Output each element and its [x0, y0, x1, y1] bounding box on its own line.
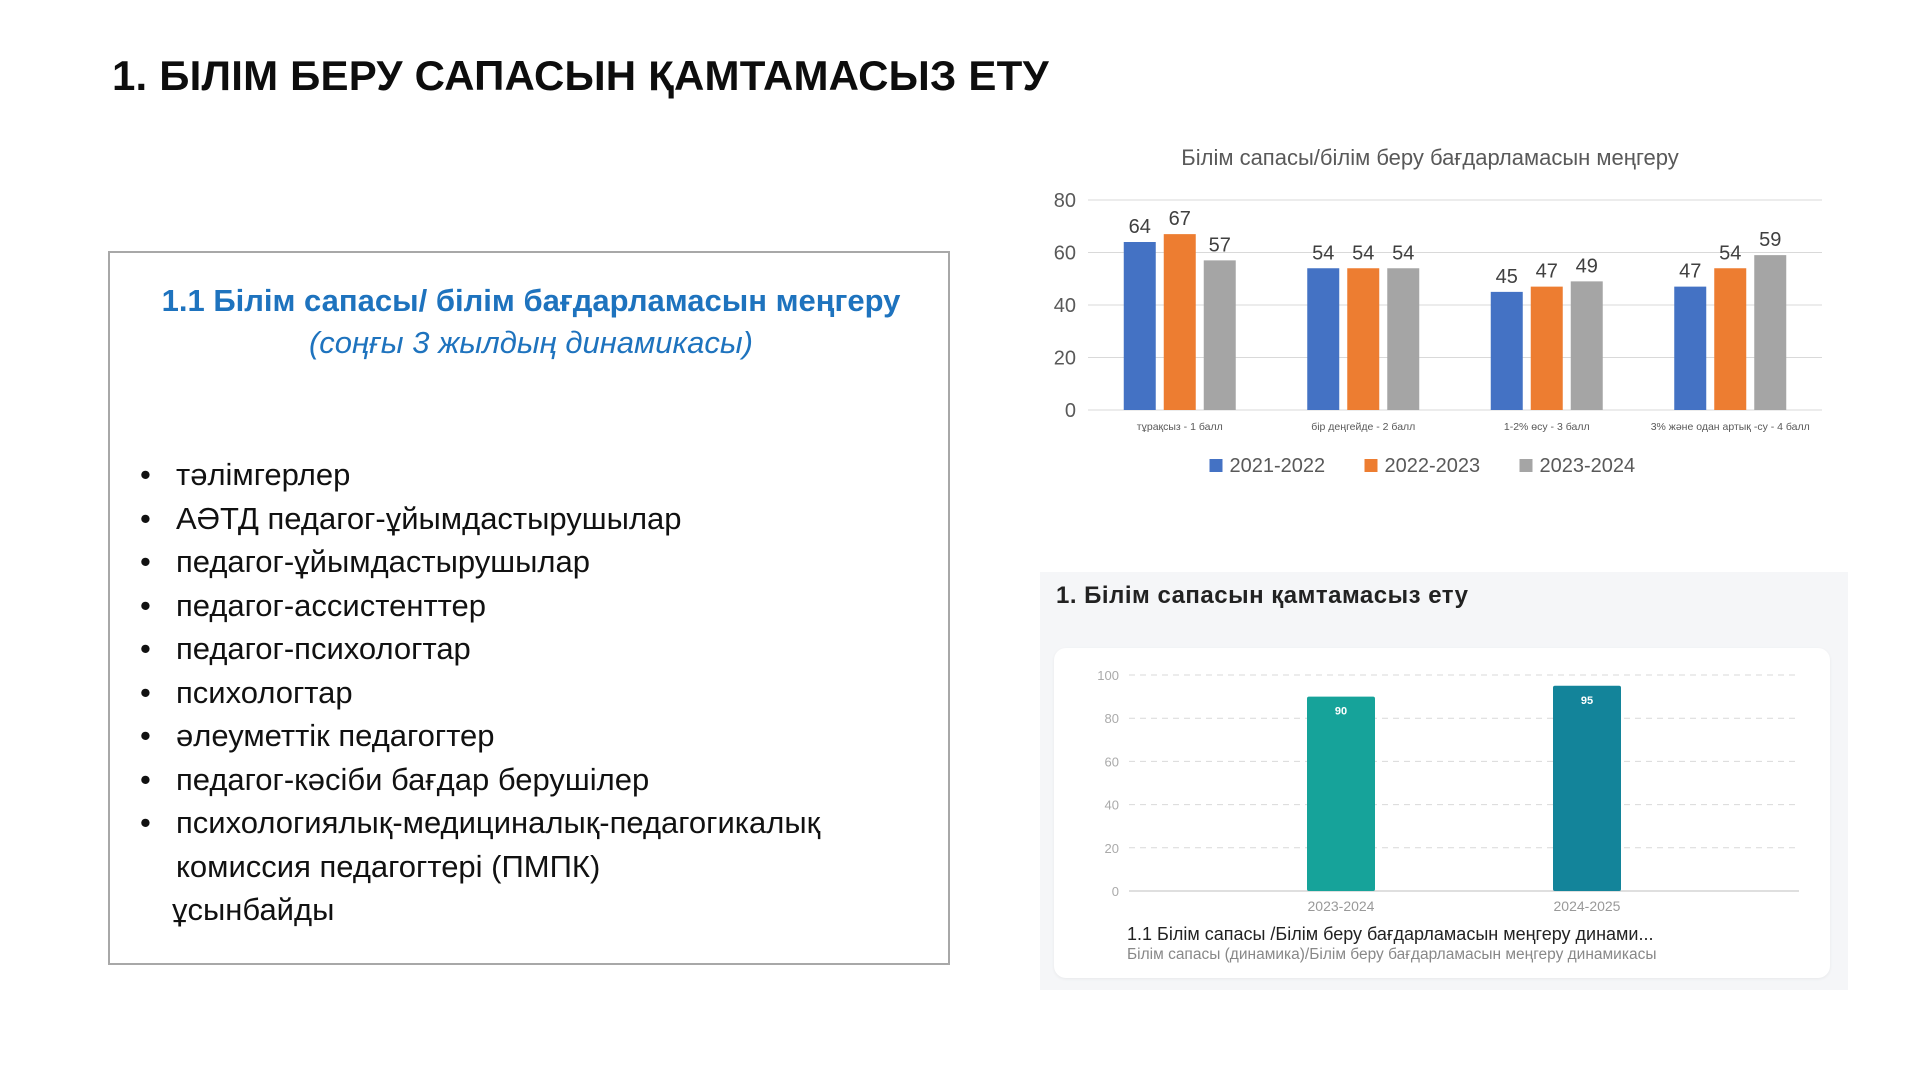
page-title: 1. БІЛІМ БЕРУ САПАСЫН ҚАМТАМАСЫЗ ЕТУ [112, 52, 1049, 99]
list-item [140, 627, 820, 671]
data-label: 67 [1168, 208, 1191, 231]
box-heading-title: 1.1 Білім сапасы/ білім бағдарламасын меңгеру [161, 283, 901, 318]
data-label: 47 [1535, 260, 1558, 283]
chart-title: Білім сапасы/білім беру бағдарламасын меңгеру [1181, 145, 1679, 170]
legend-swatch [1210, 459, 1223, 472]
list-item-label-line-1: психологиялық-медициналық-педагогикалық [176, 805, 821, 840]
data-label: 90 [1334, 705, 1348, 718]
y-tick-label: 100 [1097, 668, 1119, 683]
chart-caption: 1.1 Білім сапасы /Білім беру бағдарламасын меңгеру динами... [1127, 924, 1654, 944]
bullet-icon: • [140, 544, 151, 579]
list-item [140, 497, 820, 541]
grouped-bar-chart [1020, 135, 1840, 495]
data-label: 54 [1719, 242, 1742, 265]
bar [1531, 287, 1563, 410]
y-tick-label: 60 [1104, 754, 1119, 770]
role-list [140, 453, 820, 932]
list-item-label: әлеуметтік педагогтер [176, 718, 495, 753]
bar [1714, 268, 1746, 410]
y-tick-label: 20 [1053, 347, 1076, 370]
list-item [140, 584, 820, 628]
data-label: 59 [1759, 229, 1782, 252]
list-item [140, 671, 820, 715]
bar [1571, 281, 1603, 410]
list-item-label: тәлімгерлер [176, 457, 351, 492]
bullet-icon: • [140, 805, 151, 840]
bullet-icon: • [140, 761, 151, 797]
data-label: 47 [1679, 260, 1702, 283]
data-label: 57 [1208, 234, 1231, 257]
list-item [140, 714, 820, 758]
list-item-label: психологтар [176, 674, 353, 710]
legend-label: 2021-2022 [1229, 455, 1326, 477]
x-tick-label: 3% және одан артық -су - 4 балл [1650, 421, 1810, 433]
legend-label: 2023-2024 [1539, 455, 1636, 477]
y-tick-label: 0 [1111, 884, 1119, 899]
list-item-label: педагог-психологтар [176, 631, 471, 666]
list-item-label: педагог-ассистенттер [176, 587, 486, 623]
list-item-label: педагог-кәсіби бағдар берушілер [176, 761, 650, 797]
legend-label: 2022-2023 [1384, 455, 1481, 477]
chart-panel [1054, 648, 1830, 978]
list-item [140, 758, 820, 802]
chart-subcaption: Білім сапасы (динамика)/Білім беру бағдарламасын меңгеру динамикасы [1127, 946, 1657, 963]
bullet-icon: • [140, 500, 151, 536]
legend-swatch [1520, 459, 1533, 472]
x-tick-label: тұрақсыз - 1 балл [1136, 421, 1223, 433]
y-tick-label: 20 [1104, 840, 1119, 856]
data-label: 45 [1495, 265, 1518, 288]
list-item-label-line-2: комиссия педагогтері (ПМПК) [176, 848, 601, 884]
box-heading-subtitle: (соңғы 3 жылдың динамикасы) [308, 325, 754, 360]
bar [1387, 268, 1419, 410]
bar [1553, 686, 1621, 891]
data-label: 54 [1312, 242, 1335, 265]
x-tick-label: 2024-2025 [1553, 898, 1621, 914]
x-tick-label: бір деңгейде - 2 балл [1311, 421, 1416, 433]
data-label: 54 [1352, 242, 1375, 265]
y-tick-label: 40 [1104, 797, 1119, 813]
data-label: 49 [1575, 255, 1598, 278]
x-tick-label: 1-2% өсу - 3 балл [1503, 421, 1590, 433]
bullet-icon: • [140, 631, 151, 666]
x-tick-label: 2023-2024 [1307, 898, 1375, 914]
info-box [108, 251, 950, 965]
legend-swatch [1365, 459, 1378, 472]
bar [1164, 234, 1196, 410]
list-item-label: педагог-ұйымдастырушылар [176, 544, 591, 579]
bar [1307, 268, 1339, 410]
bar [1124, 242, 1156, 410]
y-tick-label: 80 [1104, 711, 1119, 727]
data-label: 54 [1392, 242, 1415, 265]
bullet-icon: • [140, 587, 151, 623]
list-item [140, 801, 820, 888]
bar [1204, 260, 1236, 410]
bar [1347, 268, 1379, 410]
bar [1674, 287, 1706, 410]
y-tick-label: 80 [1053, 190, 1076, 212]
list-item [140, 453, 820, 497]
data-label: 64 [1128, 216, 1151, 238]
y-tick-label: 60 [1053, 242, 1076, 265]
card-title: 1. Білім сапасын қамтамасыз ету [1056, 582, 1469, 609]
dashboard-card [1040, 572, 1848, 990]
list-item-label: АӘТД педагог-ұйымдастырушылар [176, 500, 682, 536]
bullet-icon: • [140, 457, 151, 492]
bar [1307, 697, 1375, 891]
y-tick-label: 40 [1053, 295, 1076, 317]
bar [1491, 292, 1523, 410]
bullet-icon: • [140, 674, 151, 710]
tail-text: ұсынбайды [172, 892, 335, 927]
box-heading [110, 283, 952, 361]
data-label: 95 [1580, 694, 1594, 707]
bullet-icon: • [140, 718, 151, 753]
bar [1754, 255, 1786, 410]
y-tick-label: 0 [1064, 400, 1076, 422]
list-item [140, 540, 820, 584]
